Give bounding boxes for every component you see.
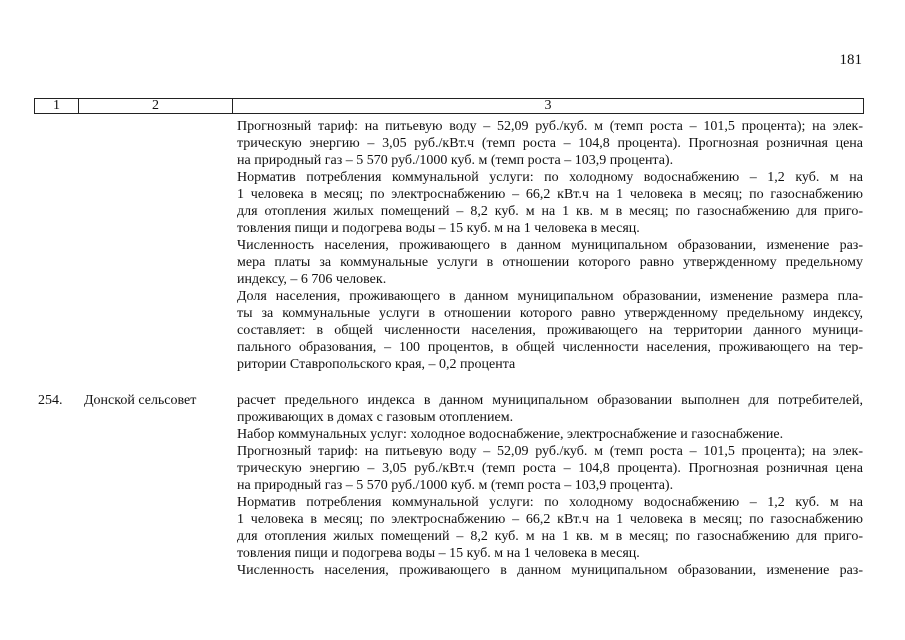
paragraph-norms <box>237 494 863 562</box>
paragraph-population <box>237 562 863 579</box>
text-line: Численность населения, проживающего в данном муниципальном образовании, изменение раз- <box>237 563 863 578</box>
text-line: Норматив потребления коммунальной услуги: по холодному водоснабжению – 1,2 куб. м на <box>237 495 863 510</box>
column-header-1: 1 <box>35 99 79 113</box>
text-line: товления пищи и подогрева воды – 15 куб. м на 1 человека в месяц. <box>237 221 640 236</box>
text-line: трическую энергию – 3,05 руб./кВт.ч (темп роста – 104,8 процента). Прогнозная розничная цена <box>237 136 863 151</box>
text-line: ритории Ставропольского края, – 0,2 процента <box>237 357 516 372</box>
text-line: проживающих в домах с газовым отоплением. <box>237 410 514 425</box>
paragraph-calculation <box>237 392 863 426</box>
continuation-text <box>237 118 863 373</box>
paragraph-share <box>237 288 863 373</box>
entry-name: Донской сельсовет <box>84 393 197 408</box>
text-line: Доля населения, проживающего в данном муниципальном образовании, изменение размера пла- <box>237 289 863 304</box>
paragraph-population <box>237 237 863 288</box>
text-line: составляет: в общей численности населения, проживающего на территории данного муници- <box>237 323 863 338</box>
text-line: мера платы за коммунальные услуги в отношении которого равно утвержденному предельному <box>237 255 863 270</box>
text-line: трическую энергию – 3,05 руб./кВт.ч (темп роста – 104,8 процента). Прогнозная розничная цена <box>237 461 863 476</box>
text-line: индексу, – 6 706 человек. <box>237 272 387 287</box>
column-header-3: 3 <box>544 98 552 113</box>
text-line: Прогнозный тариф: на питьевую воду – 52,09 руб./куб. м (темп роста – 101,5 процента); на элек- <box>237 119 863 134</box>
text-line: 1 человека в месяц; по электроснабжению – 66,2 кВт.ч на 1 человека в месяц; по газоснабжению <box>237 512 863 527</box>
paragraph-services <box>237 426 863 443</box>
entry-number: 254. <box>38 393 63 408</box>
text-line: для отопления жилых помещений – 8,2 куб. м на 1 кв. м в месяц; по газоснабжению для приго- <box>237 529 863 544</box>
text-line: на природный газ – 5 570 руб./1000 куб. м (темп роста – 103,9 процента). <box>237 153 674 168</box>
column-header-2: 2 <box>79 99 233 113</box>
text-line: Норматив потребления коммунальной услуги: по холодному водоснабжению – 1,2 куб. м на <box>237 170 863 185</box>
paragraph-tariff <box>237 118 863 169</box>
paragraph-tariff <box>237 443 863 494</box>
text-line: пального образования, – 100 процентов, в общей численности населения, проживающего на тер- <box>237 340 863 355</box>
text-line: Прогнозный тариф: на питьевую воду – 52,09 руб./куб. м (темп роста – 101,5 процента); на элек- <box>237 444 863 459</box>
column-header-row <box>34 98 864 114</box>
text-line: Набор коммунальных услуг: холодное водоснабжение, электроснабжение и газоснабжение. <box>237 427 784 442</box>
paragraph-norms <box>237 169 863 237</box>
text-line: на природный газ – 5 570 руб./1000 куб. м (темп роста – 103,9 процента). <box>237 478 674 493</box>
text-line: расчет предельного индекса в данном муниципальном образовании выполнен для потребителей, <box>237 393 863 408</box>
page-number: 181 <box>839 52 862 68</box>
text-line: 1 человека в месяц; по электроснабжению – 66,2 кВт.ч на 1 человека в месяц; по газоснабжению <box>237 187 863 202</box>
text-line: Численность населения, проживающего в данном муниципальном образовании, изменение раз- <box>237 238 863 253</box>
text-line: ты за коммунальные услуги в отношении которого равно утвержденному предельному индексу, <box>237 306 863 321</box>
text-line: для отопления жилых помещений – 8,2 куб. м на 1 кв. м в месяц; по газоснабжению для приго- <box>237 204 863 219</box>
text-line: товления пищи и подогрева воды – 15 куб. м на 1 человека в месяц. <box>237 546 640 561</box>
entry-text <box>237 392 863 579</box>
